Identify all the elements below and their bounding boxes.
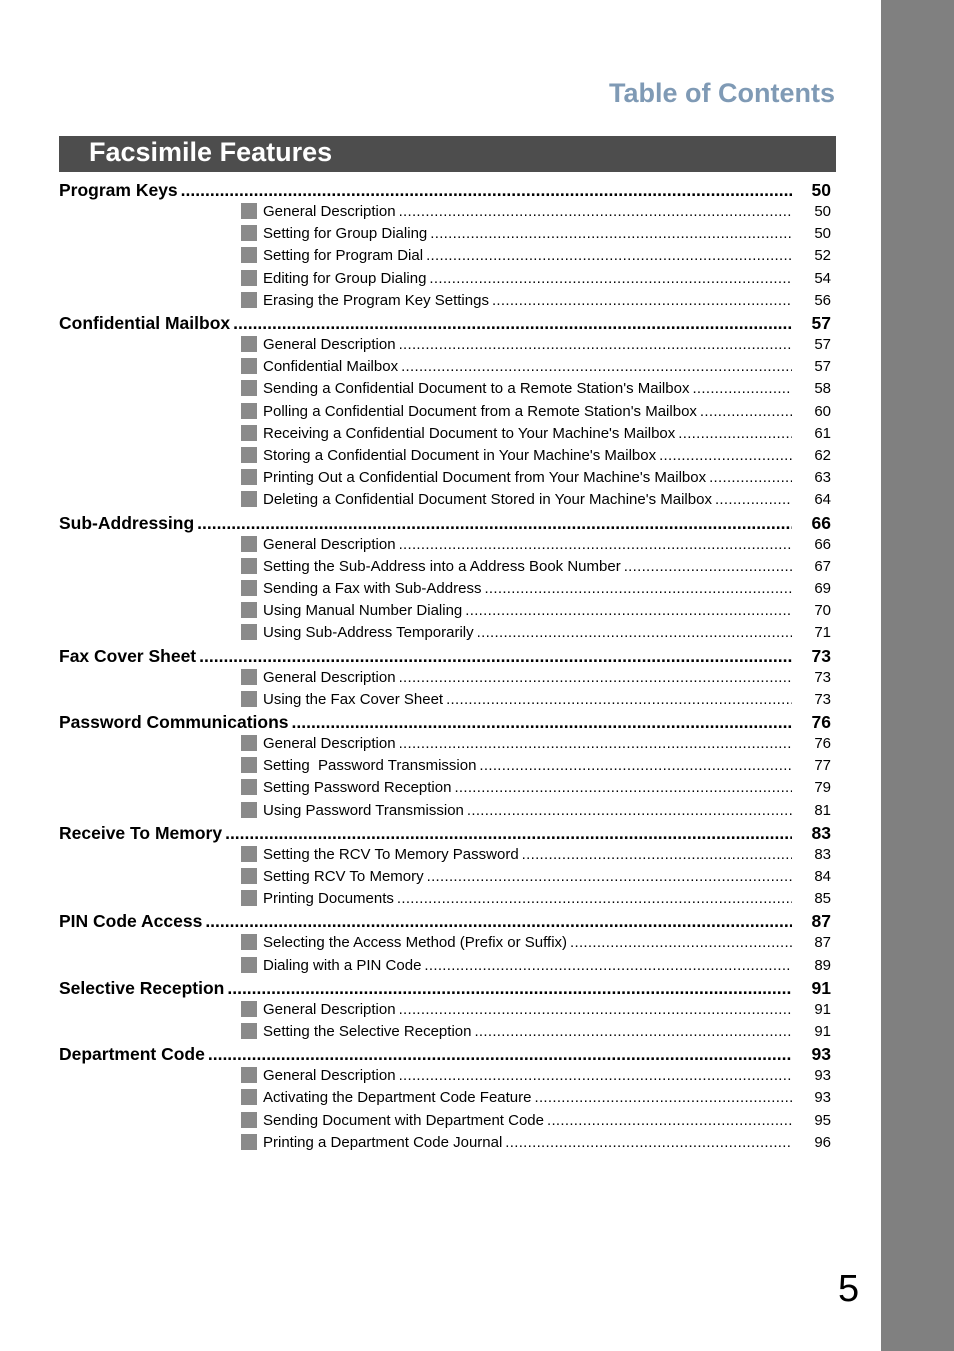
bullet-square-icon (241, 1134, 257, 1150)
page-number: 5 (838, 1268, 860, 1310)
toc-subentry[interactable] (263, 735, 831, 755)
toc-subentry[interactable] (263, 1067, 831, 1087)
bullet-square-icon (241, 292, 257, 308)
leader-dots (199, 646, 792, 667)
bullet-square-icon (241, 580, 257, 596)
toc-subentry-label: Editing for Group Dialing (263, 269, 427, 287)
bullet-square-icon (241, 558, 257, 574)
leader-dots (624, 558, 792, 575)
toc-subentry-page: 84 (814, 868, 831, 885)
leader-dots (225, 823, 792, 844)
leader-dots (181, 180, 792, 201)
toc-subentry[interactable] (263, 1134, 831, 1154)
bullet-square-icon (241, 447, 257, 463)
toc-subentry[interactable] (263, 1089, 831, 1109)
toc-subentry[interactable] (263, 1001, 831, 1021)
toc-subentry-page: 52 (814, 247, 831, 265)
leader-dots (197, 513, 792, 534)
toc-subentry-page: 73 (814, 690, 831, 708)
leader-dots (659, 447, 792, 464)
leader-dots (505, 1134, 792, 1151)
toc-subentry[interactable] (263, 425, 831, 445)
toc-subentry[interactable] (263, 957, 831, 977)
toc-entry-title: Confidential Mailbox (59, 313, 231, 333)
toc-entry[interactable] (59, 1044, 831, 1066)
toc-subentry-page: 95 (814, 1111, 831, 1129)
leader-dots (678, 425, 792, 442)
toc-subentry-label: Setting RCV To Memory (263, 868, 424, 885)
toc-subentry[interactable] (263, 580, 831, 600)
toc-entry-page: 91 (811, 977, 831, 998)
bullet-square-icon (241, 380, 257, 396)
leader-dots (424, 957, 792, 974)
toc-subentry[interactable] (263, 669, 831, 689)
leader-dots (208, 1044, 792, 1065)
leader-dots (399, 203, 792, 220)
bullet-square-icon (241, 203, 257, 219)
bullet-square-icon (241, 1023, 257, 1039)
toc-subentry-page: 64 (814, 491, 831, 509)
toc-subentry-page: 83 (814, 845, 831, 863)
toc-subentry-label: Printing a Department Code Journal (263, 1133, 503, 1151)
bullet-square-icon (241, 1112, 257, 1128)
toc-subentry[interactable] (263, 868, 831, 888)
leader-dots (399, 1001, 792, 1018)
toc-subentry-page: 60 (814, 402, 831, 420)
bullet-square-icon (241, 602, 257, 618)
toc-entry-page: 83 (811, 822, 831, 843)
toc-subentry-label: Using Manual Number Dialing (263, 602, 463, 620)
leader-dots (492, 292, 792, 309)
toc-subentry-page: 89 (814, 956, 831, 974)
bullet-square-icon (241, 425, 257, 441)
leader-dots (430, 225, 792, 242)
toc-subentry-label: Confidential Mailbox (263, 358, 399, 376)
toc-entry-page: 57 (811, 313, 831, 333)
bullet-square-icon (241, 270, 257, 286)
bullet-square-icon (241, 735, 257, 751)
toc-subentry[interactable] (263, 624, 831, 644)
toc-entry-title: PIN Code Access (59, 911, 203, 932)
page-title: Table of Contents (609, 78, 835, 108)
toc-entry-title: Password Communications (59, 712, 289, 732)
toc-subentry-label: Selecting the Access Method (Prefix or Suffix) (263, 934, 568, 952)
toc-subentry-page: 50 (814, 203, 831, 220)
toc-subentry-label: Setting the RCV To Memory Password (263, 845, 519, 863)
toc-subentry-page: 57 (814, 358, 831, 376)
toc-subentry[interactable] (263, 247, 831, 267)
toc-subentry-label: Deleting a Confidential Document Stored in Your Machine's Mailbox (263, 491, 712, 509)
leader-dots (570, 934, 792, 951)
leader-dots (522, 846, 792, 863)
bullet-square-icon (241, 403, 257, 419)
toc-subentry-page: 93 (814, 1067, 831, 1085)
bullet-square-icon (241, 536, 257, 552)
leader-dots (484, 580, 792, 597)
toc-subentry[interactable] (263, 934, 831, 954)
toc-subentry[interactable] (263, 846, 831, 866)
bullet-square-icon (241, 669, 257, 685)
toc-entry[interactable] (59, 646, 831, 668)
toc-subentry-page: 91 (814, 1000, 831, 1018)
toc-subentry-label: Sending a Fax with Sub-Address (263, 580, 482, 597)
toc-subentry-label: Setting for Program Dial (263, 247, 424, 265)
toc-subentry[interactable] (263, 757, 831, 777)
toc-entry-page: 87 (811, 911, 831, 932)
toc-entry-title: Fax Cover Sheet (59, 645, 197, 666)
toc-subentry[interactable] (263, 292, 831, 312)
leader-dots (474, 1023, 792, 1040)
bullet-square-icon (241, 358, 257, 374)
toc-subentry[interactable] (263, 270, 831, 290)
toc-subentry-label: Using the Fax Cover Sheet (263, 690, 444, 708)
toc-subentry[interactable] (263, 447, 831, 467)
leader-dots (534, 1089, 792, 1106)
leader-dots (227, 978, 792, 999)
toc-entry[interactable] (59, 823, 831, 845)
toc-subentry-page: 58 (814, 380, 831, 398)
leader-dots (399, 669, 792, 686)
bullet-square-icon (241, 247, 257, 263)
toc-subentry[interactable] (263, 203, 831, 223)
leader-dots (547, 1112, 792, 1129)
bullet-square-icon (241, 491, 257, 507)
bullet-square-icon (241, 469, 257, 485)
leader-dots (709, 469, 792, 486)
toc-subentry-page: 79 (814, 779, 831, 797)
bullet-square-icon (241, 691, 257, 707)
toc-entry-page: 76 (811, 712, 831, 732)
section-title: Facsimile Features (89, 137, 333, 167)
bullet-square-icon (241, 624, 257, 640)
toc-entry[interactable] (59, 513, 831, 535)
toc-subentry[interactable] (263, 536, 831, 556)
bullet-square-icon (241, 934, 257, 950)
toc-subentry[interactable] (263, 1023, 831, 1043)
toc-subentry[interactable] (263, 1112, 831, 1132)
leader-dots (399, 536, 792, 553)
leader-dots (397, 890, 792, 907)
toc-subentry-label: Activating the Department Code Feature (263, 1089, 532, 1107)
toc-subentry-label: Receiving a Confidential Document to Your Machine's Mailbox (263, 424, 676, 442)
bullet-square-icon (241, 1001, 257, 1017)
leader-dots (465, 602, 792, 619)
leader-dots (692, 380, 792, 397)
toc-subentry-label: General Description (263, 203, 396, 220)
bullet-square-icon (241, 802, 257, 818)
toc-subentry-label: General Description (263, 535, 396, 553)
toc-entry-title: Department Code (59, 1044, 205, 1065)
toc-subentry[interactable] (263, 469, 831, 489)
bullet-square-icon (241, 225, 257, 241)
bullet-square-icon (241, 1089, 257, 1105)
leader-dots (715, 491, 792, 508)
toc-subentry-page: 77 (814, 757, 831, 775)
toc-subentry-page: 62 (814, 447, 831, 464)
toc-subentry[interactable] (263, 779, 831, 799)
bullet-square-icon (241, 757, 257, 773)
leader-dots (477, 624, 792, 641)
toc-subentry-label: General Description (263, 336, 396, 353)
toc-subentry[interactable] (263, 403, 831, 423)
bullet-square-icon (241, 868, 257, 884)
toc-subentry-page: 96 (814, 1133, 831, 1151)
toc-entry-title: Receive To Memory (59, 822, 223, 843)
leader-dots (426, 247, 792, 264)
toc-subentry-page: 85 (814, 890, 831, 908)
toc-entry-title: Sub-Addressing (59, 512, 195, 533)
bullet-square-icon (241, 1067, 257, 1083)
toc-subentry-label: General Description (263, 1000, 396, 1018)
toc-subentry-label: Sending a Confidential Document to a Remote Station's Mailbox (263, 380, 690, 398)
bullet-square-icon (241, 890, 257, 906)
toc-entry[interactable] (59, 313, 831, 335)
toc-subentry-page: 87 (814, 934, 831, 952)
toc-subentry[interactable] (263, 225, 831, 245)
leader-dots (205, 911, 792, 932)
toc-subentry-page: 93 (814, 1089, 831, 1107)
leader-dots (454, 779, 792, 796)
toc-subentry-page: 54 (814, 269, 831, 287)
leader-dots (429, 270, 792, 287)
toc-subentry-label: Setting the Sub-Address into a Address Book Number (263, 557, 621, 575)
toc-subentry-page: 70 (814, 602, 831, 620)
toc-subentry[interactable] (263, 802, 831, 822)
toc-subentry-page: 71 (814, 624, 831, 642)
toc-subentry-label: Setting Password Transmission (263, 757, 477, 775)
bullet-square-icon (241, 336, 257, 352)
bullet-square-icon (241, 957, 257, 973)
toc-subentry-page: 57 (814, 336, 831, 353)
toc-subentry-page: 76 (814, 735, 831, 752)
toc-subentry-page: 91 (814, 1023, 831, 1040)
toc-subentry-page: 69 (814, 580, 831, 597)
toc-subentry-label: General Description (263, 1067, 396, 1085)
toc-subentry-label: Printing Out a Confidential Document from Your Machine's Mailbox (263, 469, 707, 487)
toc-subentry-page: 81 (814, 801, 831, 819)
toc-subentry[interactable] (263, 380, 831, 400)
leader-dots (401, 358, 792, 375)
leader-dots (700, 403, 792, 420)
toc-subentry[interactable] (263, 890, 831, 910)
toc-subentry[interactable] (263, 358, 831, 378)
toc-subentry-page: 67 (814, 557, 831, 575)
toc-subentry[interactable] (263, 602, 831, 622)
leader-dots (399, 336, 792, 353)
toc-subentry-page: 56 (814, 291, 831, 309)
toc-subentry-label: Sending Document with Department Code (263, 1111, 544, 1129)
leader-dots (292, 712, 793, 733)
toc-entry[interactable] (59, 978, 831, 1000)
toc-entry[interactable] (59, 180, 831, 202)
toc-subentry-label: Storing a Confidential Document in Your Machine's Mailbox (263, 447, 657, 464)
toc-subentry-label: Using Password Transmission (263, 801, 464, 819)
toc-subentry-page: 66 (814, 535, 831, 553)
toc-subentry-label: Printing Documents (263, 890, 394, 908)
toc-entry-title: Selective Reception (59, 977, 225, 998)
toc-subentry-label: Using Sub-Address Temporarily (263, 624, 474, 642)
toc-subentry-page: 61 (814, 424, 831, 442)
leader-dots (427, 868, 792, 885)
toc-entry-page: 93 (811, 1044, 831, 1065)
bullet-square-icon (241, 779, 257, 795)
leader-dots (399, 735, 792, 752)
toc-subentry-label: Setting the Selective Reception (263, 1023, 472, 1040)
leader-dots (399, 1067, 792, 1084)
toc-subentry[interactable] (263, 691, 831, 711)
toc-subentry-label: Setting Password Reception (263, 779, 452, 797)
toc-entry-page: 73 (811, 645, 831, 666)
toc-subentry-page: 50 (814, 225, 831, 243)
leader-dots (467, 802, 792, 819)
toc-entry[interactable] (59, 911, 831, 933)
toc-subentry-label: Dialing with a PIN Code (263, 956, 422, 974)
leader-dots (446, 691, 792, 708)
toc-subentry-label: Polling a Confidential Document from a Remote Station's Mailbox (263, 402, 697, 420)
toc-subentry[interactable] (263, 336, 831, 356)
toc-entry-page: 66 (811, 512, 831, 533)
toc-subentry-page: 73 (814, 668, 831, 686)
leader-dots (479, 757, 792, 774)
toc-entry[interactable] (59, 712, 831, 734)
toc-subentry-label: Erasing the Program Key Settings (263, 291, 489, 309)
toc-subentry-label: Setting for Group Dialing (263, 225, 428, 243)
toc-entry-page: 50 (811, 180, 831, 200)
toc-subentry[interactable] (263, 491, 831, 511)
toc-subentry-label: General Description (263, 668, 396, 686)
bullet-square-icon (241, 846, 257, 862)
toc-entry-title: Program Keys (59, 180, 178, 200)
leader-dots (233, 313, 792, 334)
toc-subentry-label: General Description (263, 735, 396, 752)
toc-subentry-page: 63 (814, 469, 831, 487)
toc-subentry[interactable] (263, 558, 831, 578)
